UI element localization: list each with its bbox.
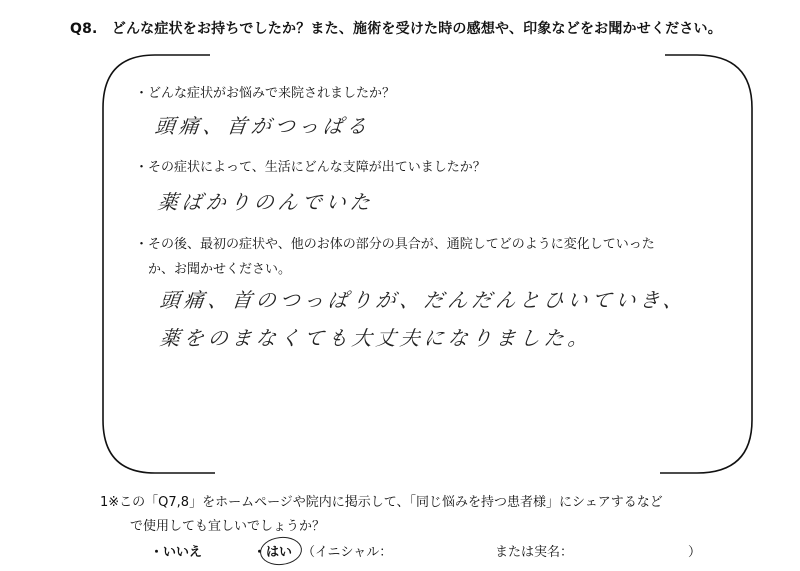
option-yes-bullet: ・ bbox=[253, 545, 267, 560]
prompt-change-line1: ・その後、最初の症状や、他のお体の部分の具合が、通院してどのように変化していった bbox=[135, 237, 655, 252]
consent-question-line2: で使用しても宜しいでしょうか？ bbox=[130, 519, 326, 534]
initial-label: （イニシャル： bbox=[302, 545, 393, 560]
option-yes[interactable]: はい bbox=[266, 545, 293, 560]
question-title: Q8. どんな症状をお持ちでしたか？また、施術を受けた時の感想や、印象などをお聞かせください。 bbox=[70, 21, 722, 37]
answer-symptom: 頭痛、首がつっぱる bbox=[153, 114, 372, 138]
prompt-symptom: ・どんな症状がお悩みで来院されましたか？ bbox=[135, 86, 396, 101]
consent-question-line1: 1※この「Q7,8」をホームページや院内に掲示して、「同じ悩みを持つ患者様」にシェアするなど bbox=[100, 495, 663, 510]
option-no[interactable]: ・いいえ bbox=[150, 545, 203, 560]
realname-label: または実名： bbox=[495, 545, 574, 560]
close-paren: ） bbox=[688, 545, 702, 560]
prompt-impact: ・その症状によって、生活にどんな支障が出ていましたか？ bbox=[135, 160, 486, 175]
prompt-change-line2: か、お聞かせください。 bbox=[148, 262, 292, 277]
answer-impact: 薬ばかりのんでいた bbox=[156, 190, 376, 214]
answer-change-line1: 頭痛、首のつっぱりが、だんだんとひいていき、 bbox=[158, 288, 689, 312]
answer-change-line2: 薬をのまなくても大丈夫になりました。 bbox=[158, 326, 594, 350]
